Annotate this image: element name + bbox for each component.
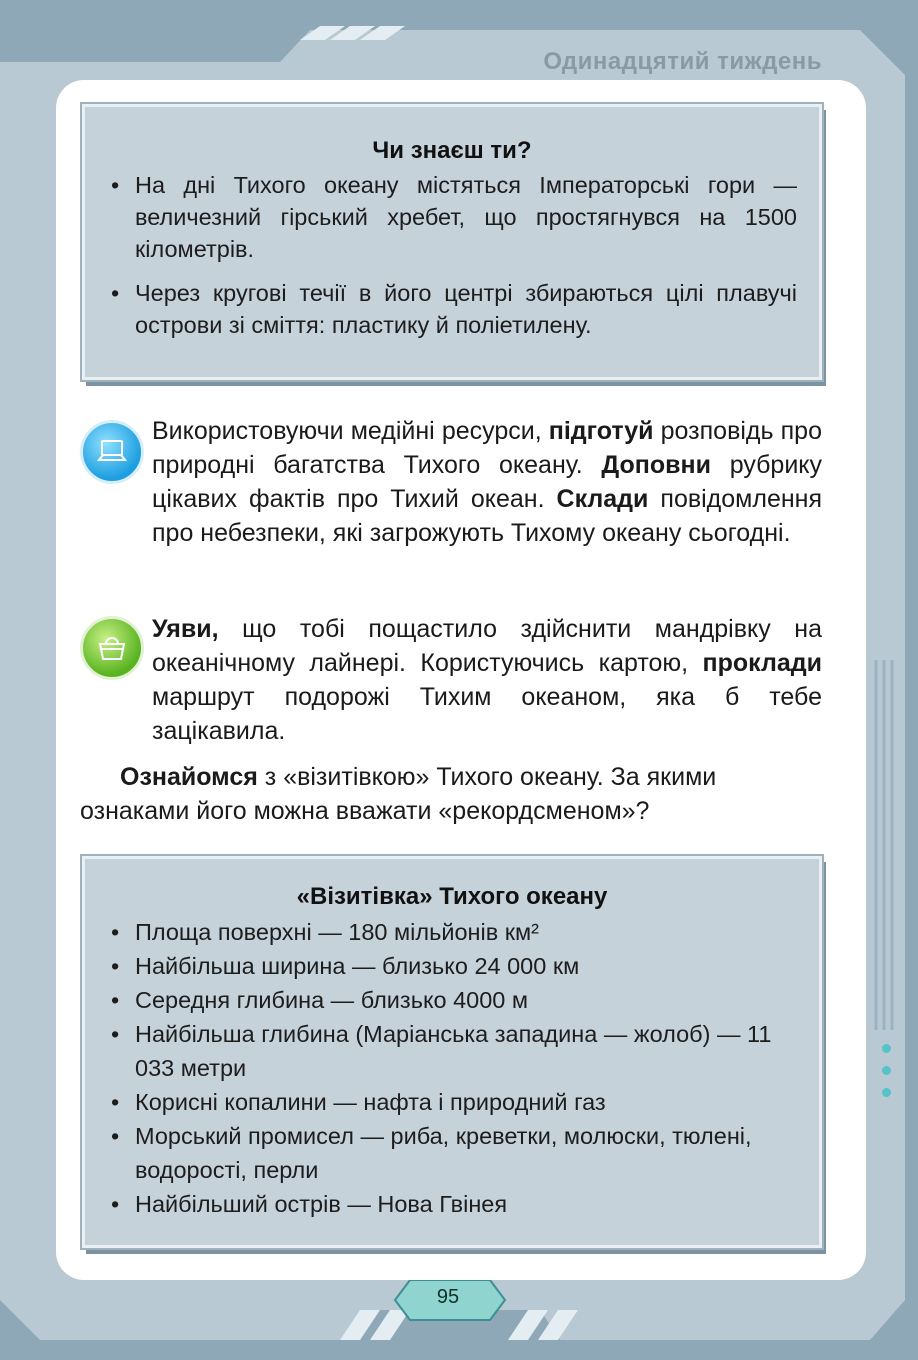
list-item: • Середня глибина — близько 4000 м	[109, 983, 797, 1017]
basket-icon	[80, 616, 144, 680]
ocean-card-title: «Візитівка» Тихого океану	[296, 883, 608, 910]
task-text: повідомлення про небезпеки, які загрожують Тихому океану сьогодні.	[152, 485, 823, 547]
list-item: • Найбільша ширина — близько 24 000 км	[109, 949, 797, 983]
intro-keyword: Ознайомся	[120, 763, 258, 791]
task-keyword: підготуй	[548, 417, 654, 445]
task-text: розповідь про природні багатства Тихого океану.	[152, 417, 822, 479]
list-item: • Морський промисел — риба, креветки, молюски, тюлені, водорості, перли	[109, 1119, 797, 1187]
did-you-know-list	[85, 169, 819, 341]
list-item: • Через кругові течії в його центрі збираються цілі плавучі острови зі сміття: пластику й поліетилену.	[109, 277, 797, 341]
intro-text: з «візитівкою» Тихого океану. За якими ознаками його можна вважати «рекордсменом»?	[80, 763, 717, 825]
task-keyword: Доповни	[601, 451, 711, 479]
task-imagine-voyage	[152, 612, 822, 748]
ocean-card-list	[85, 915, 819, 1221]
did-you-know-box	[82, 104, 822, 380]
did-you-know-title: Чи знаєш ти?	[372, 137, 532, 164]
week-heading: Одинадцятий тиждень	[543, 48, 822, 75]
decorative-dots	[882, 1044, 891, 1110]
task-text: Використовуючи медійні ресурси,	[152, 417, 549, 445]
laptop-icon	[80, 420, 144, 484]
task-keyword: Уяви,	[152, 615, 219, 643]
task-keyword: Склади	[556, 485, 649, 513]
list-item: • Найбільша глибина (Маріанська западина — жолоб) — 11 033 метри	[109, 1017, 797, 1085]
page-number: 95	[436, 1286, 460, 1308]
ocean-card-box	[82, 856, 822, 1248]
task-text: що тобі пощастило здійснити мандрівку на океанічному лайнері. Користуючись картою,	[152, 615, 822, 677]
list-item: • На дні Тихого океану містяться Імператорські гори — величезний гірський хребет, що простягнувся на 1500 кілометрів.	[109, 169, 797, 265]
list-item: • Найбільший острів — Нова Гвінея	[109, 1187, 797, 1221]
task-media-resources	[152, 414, 822, 550]
task-text: рубрику цікавих фактів про Тихий океан.	[152, 451, 822, 513]
intro-paragraph	[80, 760, 822, 828]
list-item: • Корисні копалини — нафта і природний газ	[109, 1085, 797, 1119]
list-item: • Площа поверхні — 180 мільйонів км²	[109, 915, 797, 949]
page-number-badge	[398, 1280, 498, 1314]
task-keyword: проклади	[702, 649, 822, 677]
task-text: маршрут подорожі Тихим океаном, яка б тебе зацікавила.	[152, 683, 822, 745]
